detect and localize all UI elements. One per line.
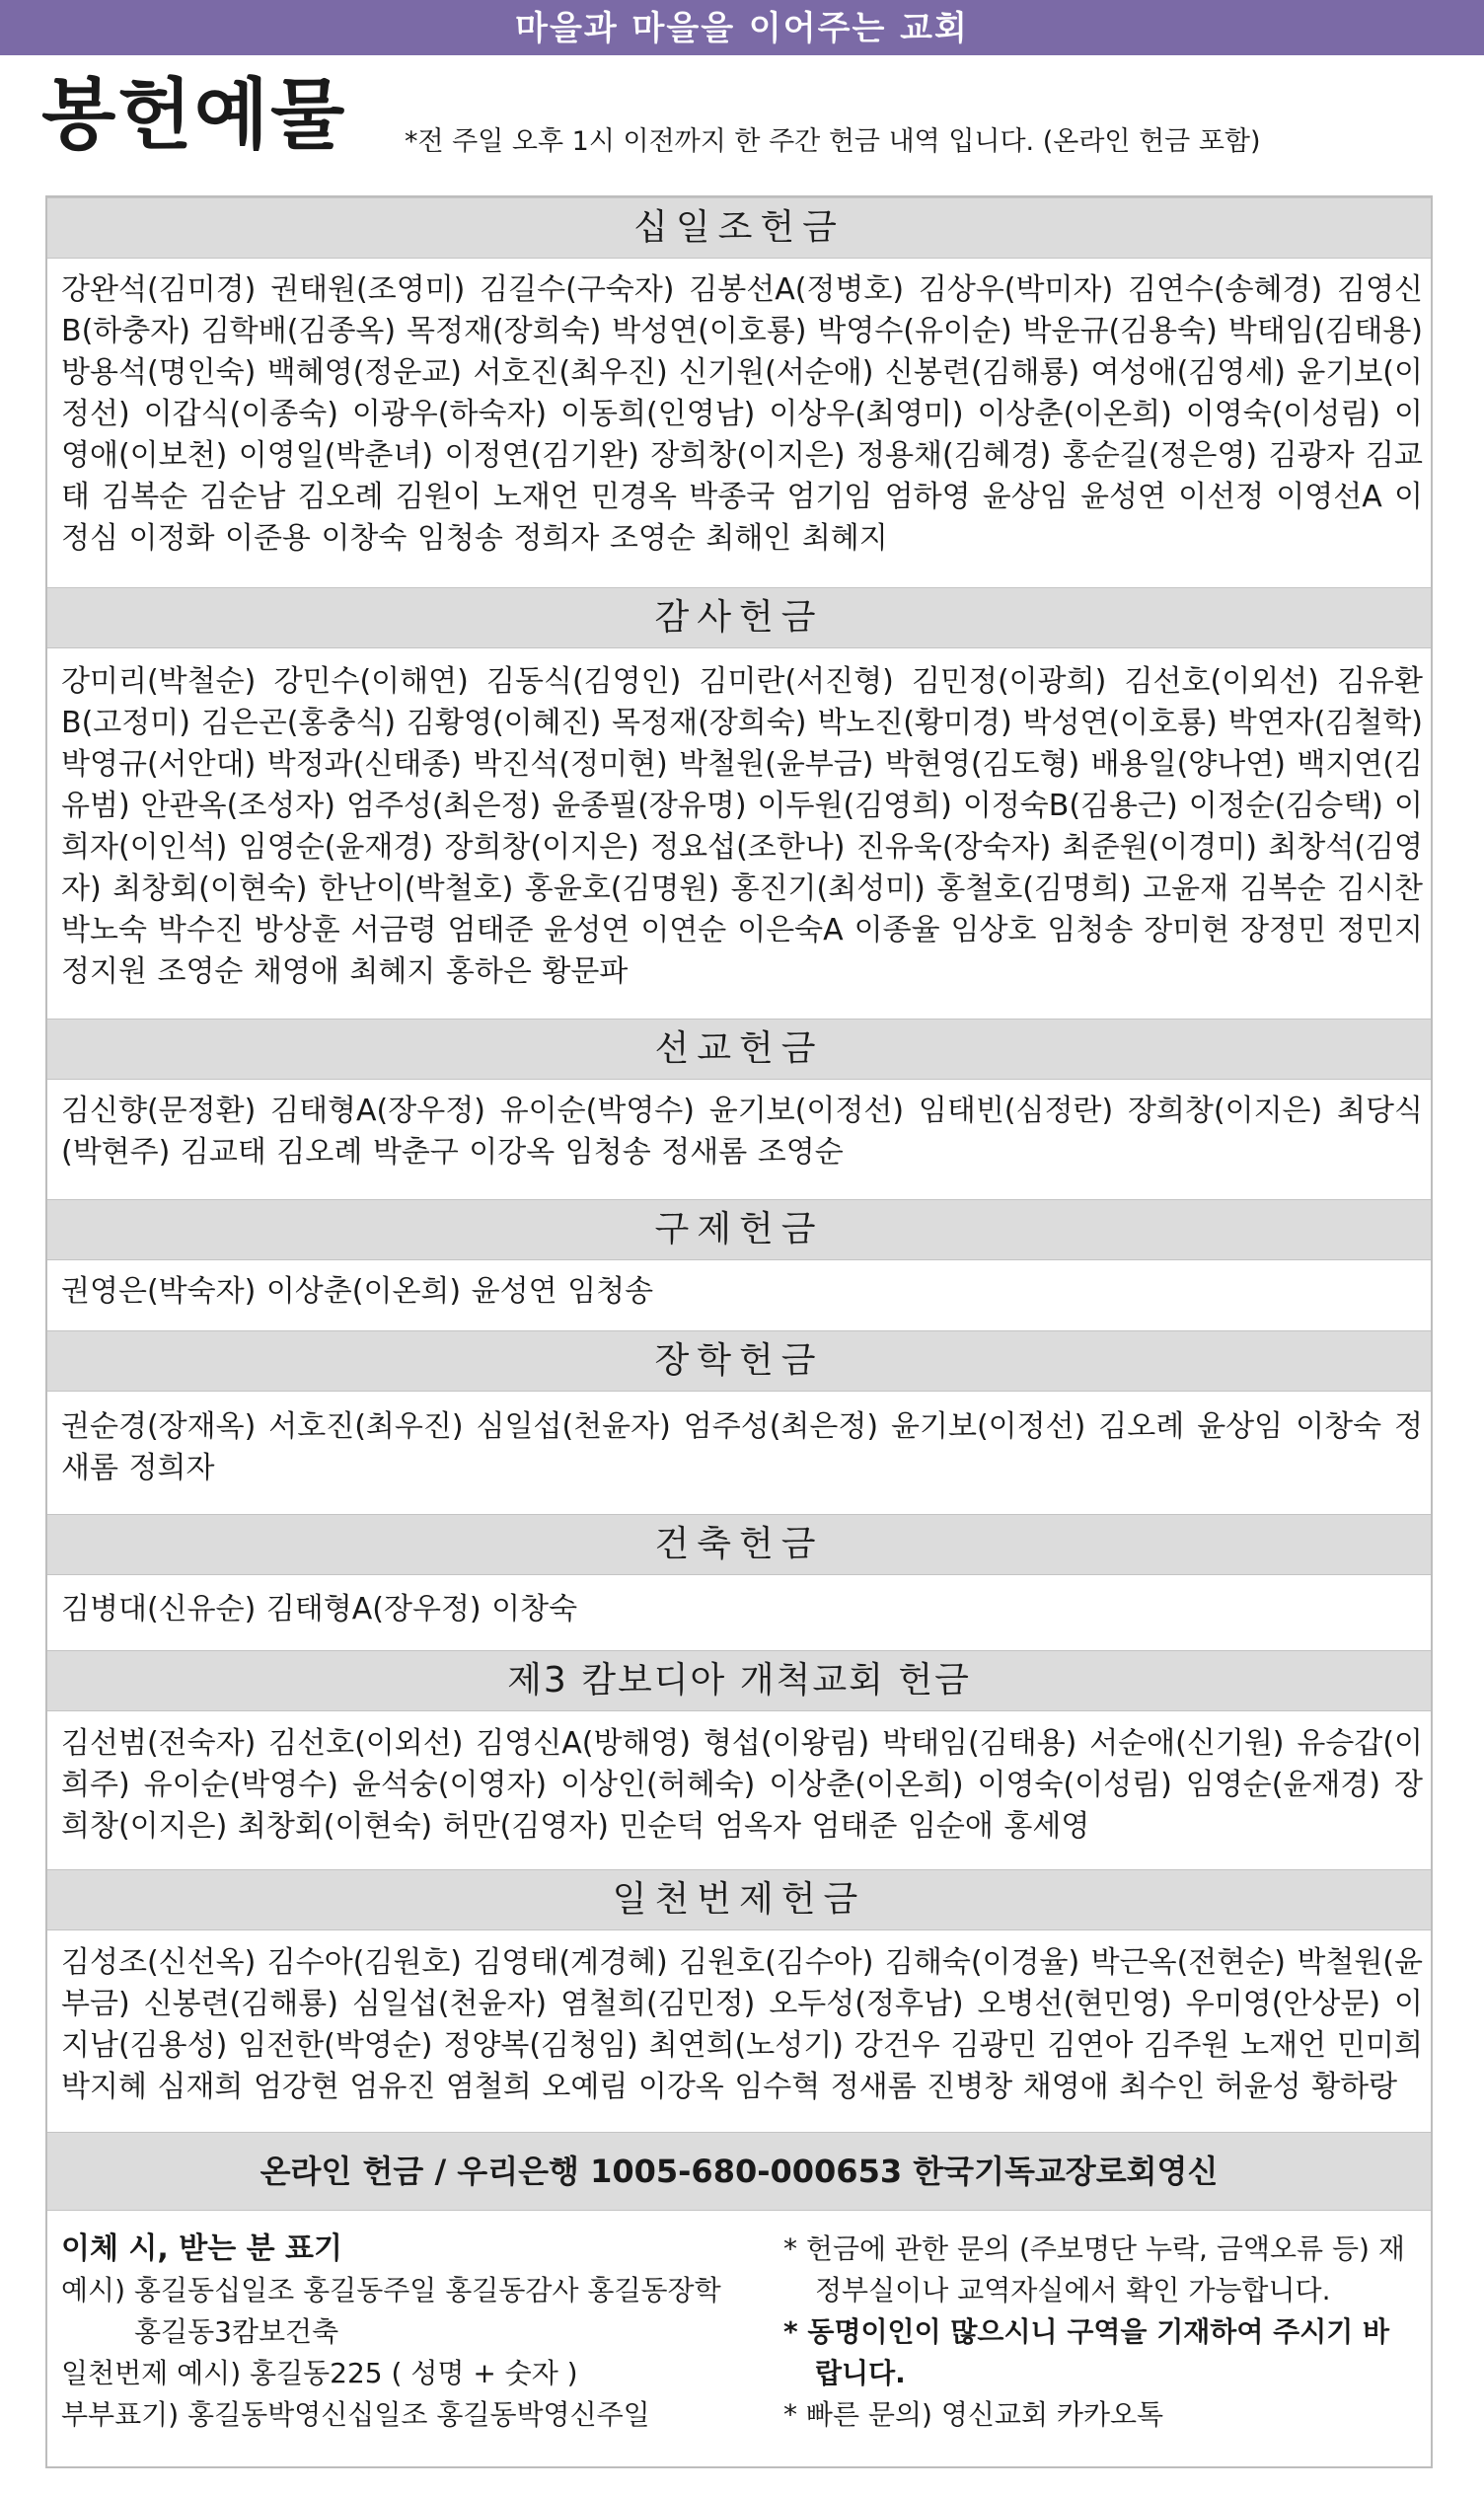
transfer-guide-title: 이체 시, 받는 분 표기 xyxy=(61,2231,343,2266)
couple-example-line: 부부표기) 홍길동박영신십일조 홍길동박영신주일 xyxy=(61,2398,650,2431)
thousand-example-line: 일천번제 예시) 홍길동225 ( 성명 + 숫자 ) xyxy=(61,2357,578,2389)
thanks-names: 강미리(박철순) 강민수(이해연) 김동식(김영인) 김미란(서진형) 김민정(이광희) 김선호(이외선) 김유환B(고정미) 김은곤(홍충식) 김황영(이혜진) 목정재(장희숙) 박노진(황미경) 박성연(이호룡) 박연자(김철학) 박영규(서안대) 박정과(신태종) 박진석(정미현) 박철원(윤부금) 박현영(김도형) 배용일(양나연) 백지연(김유범) 안관옥(조성자) 엄주성(최은정) 윤종필(장유명) 이두원(김영희) 이정숙B(김용근) 이정순(김승택) 이희자(이인석) 임영순(윤재경) 장희창(이지은) 정요섭(조한나) 진유욱(장숙자) 최준원(이경미) 최창석(김영자) 최창회(이현숙) 한난이(박철호) 홍윤호(김명원) 홍진기(최성미) 홍철호(김명희) 고윤재 김복순 김시찬 박노숙 박수진 방상훈 서금령 엄태준 윤성연 이연순 이은숙A 이종율 임상호 임청송 장미현 장정민 정민지 정지원 조영순 채영애 최혜지 홍하은 황문파 xyxy=(61,664,1423,989)
cambodia-heading: 제3 캄보디아 개척교회 헌금 xyxy=(47,1650,1431,1711)
mission-heading: 선교헌금 xyxy=(47,1019,1431,1080)
quick-inquiry-notice: * 빠른 문의) 영신교회 카카오톡 xyxy=(783,2398,1164,2431)
scholarship-heading: 장학헌금 xyxy=(47,1330,1431,1392)
offering-board xyxy=(45,195,1433,2468)
same-name-notice: * 동명이인이 많으시니 구역을 기재하여 주시기 바랍니다. xyxy=(783,2315,1390,2389)
tithe-heading: 십일조헌금 xyxy=(47,197,1431,259)
thanks-heading: 감사헌금 xyxy=(47,587,1431,648)
relief-names: 권영은(박숙자) 이상춘(이온희) 윤성연 임청송 xyxy=(61,1274,654,1309)
transfer-example-line: 홍길동3캄보건축 xyxy=(134,2315,339,2348)
thousand-heading: 일천번제헌금 xyxy=(47,1869,1431,1930)
transfer-guide xyxy=(61,2229,791,2436)
page-note: *전 주일 오후 1시 이전까지 한 주간 헌금 내역 입니다. (온라인 헌금 포함) xyxy=(405,126,1261,157)
mission-names: 김신향(문정환) 김태형A(장우정) 유이순(박영수) 윤기보(이정선) 임태빈(심정란) 장희창(이지은) 최당식(박현주) 김교태 김오례 박춘구 이강옥 임청송 정새롬 조영순 xyxy=(61,1094,1423,1170)
online-account-banner: 온라인 헌금 / 우리은행 1005-680-000653 한국기독교장로회영신 xyxy=(47,2132,1431,2211)
transfer-example-line: 예시) 홍길동십일조 홍길동주일 홍길동감사 홍길동장학 xyxy=(61,2274,721,2306)
building-heading: 건축헌금 xyxy=(47,1514,1431,1575)
thousand-names: 김성조(신선옥) 김수아(김원호) 김영태(계경혜) 김원호(김수아) 김해숙(이경율) 박근옥(전현순) 박철원(윤부금) 신봉련(김해룡) 심일섭(천윤자) 염철희(김민정) 오두성(정후남) 오병선(현민영) 우미영(안상문) 이지남(김용성) 임전한(박영순) 정양복(김청임) 최연희(노성기) 강건우 김광민 김연아 김주원 노재언 민미희 박지혜 심재희 엄강현 엄유진 염철희 오예림 이강옥 임수혁 정새롬 진병창 채영애 최수인 허윤성 황하랑 xyxy=(61,1945,1423,2104)
top-banner: 마을과 마을을 이어주는 교회 xyxy=(0,0,1484,55)
scholarship-names: 권순경(장재옥) 서호진(최우진) 심일섭(천윤자) 엄주성(최은정) 윤기보(이정선) 김오례 윤상임 이창숙 정새롬 정희자 xyxy=(61,1409,1423,1485)
cambodia-names: 김선범(전숙자) 김선호(이외선) 김영신A(방해영) 형섭(이왕림) 박태임(김태용) 서순애(신기원) 유승갑(이희주) 유이순(박영수) 윤석숭(이영자) 이상인(허혜숙) 이상춘(이온희) 이영숙(이성림) 임영순(윤재경) 장희창(이지은) 최창회(이현숙) 허만(김영자) 민순덕 엄옥자 엄태준 임순애 홍세영 xyxy=(61,1726,1423,1844)
offering-notices xyxy=(783,2229,1415,2436)
tithe-names: 강완석(김미경) 권태원(조영미) 김길수(구숙자) 김봉선A(정병호) 김상우(박미자) 김연수(송혜경) 김영신B(하충자) 김학배(김종옥) 목정재(장희숙) 박성연(이호룡) 박영수(유이순) 박운규(김용숙) 박태임(김태용) 방용석(명인숙) 백혜영(정운교) 서호진(최우진) 신기원(서순애) 신봉련(김해룡) 여성애(김영세) 윤기보(이정선) 이갑식(이종숙) 이광우(하숙자) 이동희(인영남) 이상우(최영미) 이상춘(이온희) 이영숙(이성림) 이영애(이보천) 이영일(박춘녀) 이정연(김기완) 장희창(이지은) 정용채(김혜경) 홍순길(정은영) 김광자 김교태 김복순 김순남 김오례 김원이 노재언 민경옥 박종국 엄기임 엄하영 윤상임 윤성연 이선정 이영선A 이정심 이정화 이준용 이창숙 임청송 정희자 조영순 최해인 최혜지 xyxy=(61,272,1423,556)
building-names: 김병대(신유순) 김태형A(장우정) 이창숙 xyxy=(61,1592,578,1626)
relief-heading: 구제헌금 xyxy=(47,1199,1431,1260)
page-title: 봉헌예물 xyxy=(41,70,347,160)
inquiry-notice: * 헌금에 관한 문의 (주보명단 누락, 금액오류 등) 재정부실이나 교역자실에서 확인 가능합니다. xyxy=(783,2232,1405,2306)
